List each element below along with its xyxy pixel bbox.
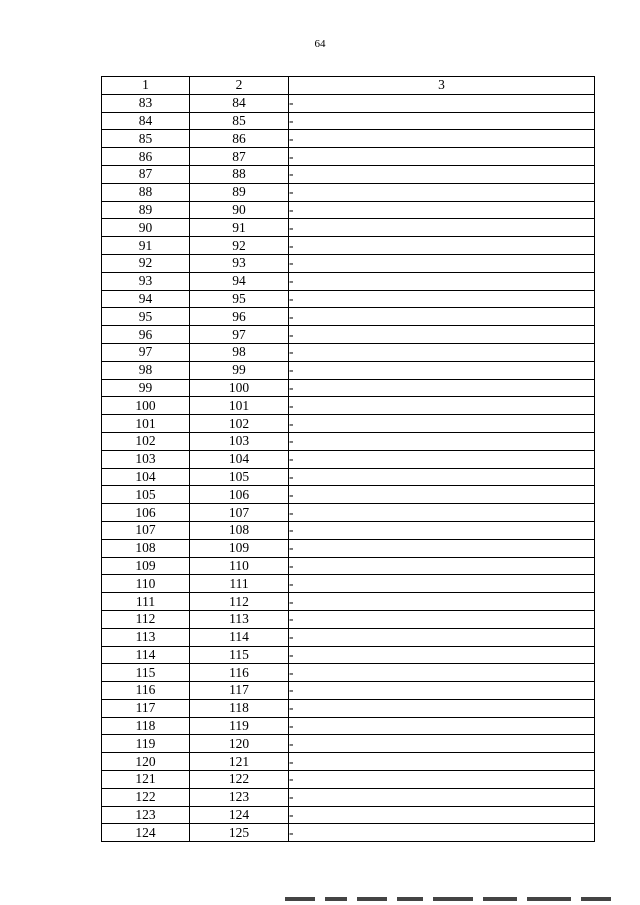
table-row [102,610,595,628]
table-body [102,94,595,841]
cell-col-3: - [289,593,595,611]
table-row [102,521,595,539]
cell-col-3: - [289,806,595,824]
table-row [102,308,595,326]
table-row [102,343,595,361]
table-row [102,646,595,664]
table-row [102,771,595,789]
cell-col-1: 110 [102,575,190,593]
cell-col-3: - [289,646,595,664]
table-row [102,450,595,468]
cell-col-1: 90 [102,219,190,237]
cell-col-3: - [289,397,595,415]
cell-col-2: 101 [190,397,289,415]
table-row [102,539,595,557]
table-row [102,165,595,183]
cell-col-1: 111 [102,593,190,611]
cell-col-3: - [289,343,595,361]
cell-col-3: - [289,219,595,237]
page-number: 64 [314,38,326,50]
table-row [102,272,595,290]
cell-col-3: - [289,450,595,468]
table-row [102,397,595,415]
cell-col-1: 105 [102,486,190,504]
cell-col-2: 120 [190,735,289,753]
data-table [101,76,595,842]
table-row [102,735,595,753]
cell-col-1: 104 [102,468,190,486]
cell-col-3: - [289,824,595,842]
cell-col-2: 115 [190,646,289,664]
cell-col-1: 109 [102,557,190,575]
cell-col-3: - [289,201,595,219]
cell-col-2: 85 [190,112,289,130]
cell-col-2: 106 [190,486,289,504]
table-row [102,682,595,700]
cell-col-2: 110 [190,557,289,575]
cell-col-2: 108 [190,521,289,539]
cell-col-3: - [289,486,595,504]
cell-col-2: 123 [190,788,289,806]
cell-col-2: 111 [190,575,289,593]
cell-col-2: 122 [190,771,289,789]
table-row [102,664,595,682]
cell-col-2: 121 [190,753,289,771]
cell-col-1: 99 [102,379,190,397]
footer-text-cutoff [285,897,640,905]
table-row [102,361,595,379]
cell-col-2: 89 [190,183,289,201]
cell-col-3: - [289,717,595,735]
table-row [102,148,595,166]
cell-col-1: 122 [102,788,190,806]
cell-col-3: - [289,130,595,148]
cell-col-3: - [289,788,595,806]
cell-col-2: 96 [190,308,289,326]
table-row [102,628,595,646]
cell-col-1: 116 [102,682,190,700]
cell-col-1: 101 [102,415,190,433]
cell-col-2: 107 [190,504,289,522]
cell-col-3: - [289,575,595,593]
cell-col-2: 97 [190,326,289,344]
cell-col-2: 100 [190,379,289,397]
cell-col-3: - [289,628,595,646]
cell-col-3: - [289,682,595,700]
cell-col-3: - [289,237,595,255]
cell-col-2: 118 [190,699,289,717]
cell-col-2: 112 [190,593,289,611]
cell-col-2: 114 [190,628,289,646]
cell-col-3: - [289,735,595,753]
cell-col-1: 120 [102,753,190,771]
cell-col-1: 94 [102,290,190,308]
cell-col-1: 117 [102,699,190,717]
cell-col-3: - [289,539,595,557]
cell-col-1: 93 [102,272,190,290]
cell-col-1: 88 [102,183,190,201]
cell-col-2: 91 [190,219,289,237]
cell-col-1: 114 [102,646,190,664]
cell-col-2: 119 [190,717,289,735]
table-row [102,806,595,824]
cell-col-1: 95 [102,308,190,326]
table-row [102,432,595,450]
cell-col-2: 113 [190,610,289,628]
cell-col-3: - [289,753,595,771]
table-row [102,788,595,806]
cell-col-3: - [289,379,595,397]
cell-col-2: 124 [190,806,289,824]
table-row [102,717,595,735]
column-header-2: 2 [190,77,289,95]
cell-col-3: - [289,432,595,450]
table-row [102,183,595,201]
cell-col-2: 92 [190,237,289,255]
cell-col-2: 98 [190,343,289,361]
table-row [102,575,595,593]
cell-col-1: 118 [102,717,190,735]
cell-col-1: 83 [102,94,190,112]
table-row [102,557,595,575]
cell-col-3: - [289,254,595,272]
cell-col-2: 87 [190,148,289,166]
cell-col-1: 115 [102,664,190,682]
cell-col-2: 99 [190,361,289,379]
cell-col-2: 117 [190,682,289,700]
column-header-1: 1 [102,77,190,95]
table-row [102,94,595,112]
table-row [102,326,595,344]
cell-col-1: 112 [102,610,190,628]
cell-col-1: 100 [102,397,190,415]
cell-col-2: 88 [190,165,289,183]
cell-col-1: 98 [102,361,190,379]
table-row [102,290,595,308]
table-row [102,824,595,842]
cell-col-3: - [289,308,595,326]
table-row [102,468,595,486]
cell-col-3: - [289,183,595,201]
cell-col-2: 90 [190,201,289,219]
cell-col-3: - [289,165,595,183]
table-row [102,593,595,611]
table-row [102,130,595,148]
cell-col-2: 125 [190,824,289,842]
cell-col-2: 84 [190,94,289,112]
cell-col-3: - [289,290,595,308]
cell-col-1: 89 [102,201,190,219]
cell-col-1: 92 [102,254,190,272]
cell-col-2: 86 [190,130,289,148]
cell-col-3: - [289,272,595,290]
cell-col-2: 109 [190,539,289,557]
cell-col-2: 102 [190,415,289,433]
cell-col-1: 123 [102,806,190,824]
cell-col-1: 106 [102,504,190,522]
cell-col-1: 108 [102,539,190,557]
column-header-3: 3 [289,77,595,95]
cell-col-1: 86 [102,148,190,166]
cell-col-3: - [289,468,595,486]
cell-col-3: - [289,557,595,575]
cell-col-1: 97 [102,343,190,361]
cell-col-3: - [289,699,595,717]
cell-col-2: 93 [190,254,289,272]
cell-col-1: 124 [102,824,190,842]
cell-col-3: - [289,94,595,112]
table-row [102,504,595,522]
cell-col-1: 87 [102,165,190,183]
cell-col-1: 102 [102,432,190,450]
cell-col-3: - [289,664,595,682]
table-row [102,415,595,433]
table-row [102,112,595,130]
table-header-row [102,77,595,95]
cell-col-2: 95 [190,290,289,308]
table-row [102,237,595,255]
cell-col-3: - [289,326,595,344]
cell-col-1: 113 [102,628,190,646]
cell-col-1: 119 [102,735,190,753]
cell-col-3: - [289,610,595,628]
cell-col-1: 121 [102,771,190,789]
cell-col-3: - [289,415,595,433]
cell-col-2: 116 [190,664,289,682]
table-row [102,699,595,717]
cell-col-1: 91 [102,237,190,255]
cell-col-3: - [289,361,595,379]
table-row [102,254,595,272]
cell-col-3: - [289,112,595,130]
cell-col-1: 107 [102,521,190,539]
cell-col-3: - [289,148,595,166]
table-row [102,486,595,504]
cell-col-2: 105 [190,468,289,486]
cell-col-1: 96 [102,326,190,344]
cell-col-2: 94 [190,272,289,290]
table-row [102,753,595,771]
cell-col-2: 103 [190,432,289,450]
cell-col-1: 85 [102,130,190,148]
cell-col-1: 84 [102,112,190,130]
cell-col-2: 104 [190,450,289,468]
cell-col-3: - [289,521,595,539]
table-row [102,201,595,219]
cell-col-3: - [289,504,595,522]
table-row [102,219,595,237]
cell-col-3: - [289,771,595,789]
table-row [102,379,595,397]
cell-col-1: 103 [102,450,190,468]
